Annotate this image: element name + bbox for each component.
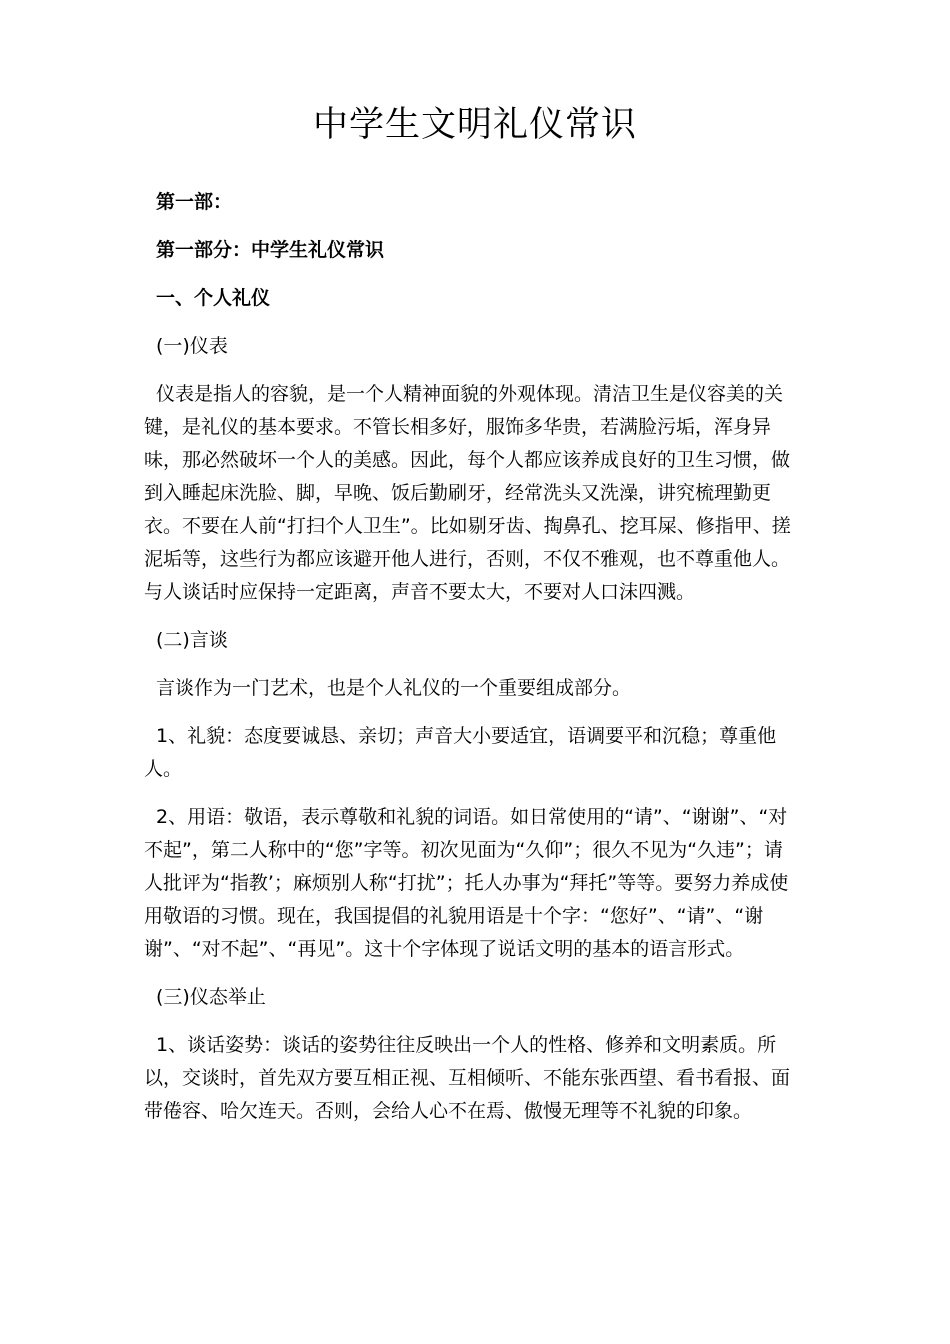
paragraph-polite-terms: 2、用语：敬语，表示尊敬和礼貌的词语。如日常使用的“请”、“谢谢”、“对不起”，第二人称中的“您”字等。初次见面为“久仰”；很久不见为“久违”；请人批评为“指教’；麻烦别人称“打扰”；托人办事为“拜托”等等。要努力养成使用敬语的习惯。现在，我国提倡的礼貌用语是十个字：“您好”、“请”、“谢谢”、“对不起”、“再见”。这十个字体现了说话文明的基本的语言形式。 <box>144 806 789 960</box>
heading-personal-etiquette: 一、个人礼仪 <box>156 287 271 309</box>
heading-part-one: 第一部分：中学生礼仪常识 <box>156 239 385 261</box>
document-title: 中学生文明礼仪常识 <box>312 105 637 145</box>
heading-part-one-short: 第一部： <box>156 191 233 213</box>
paragraph-appearance: 仪表是指人的容貌，是一个人精神面貌的外观体现。清洁卫生是仪容美的关键，是礼仪的基本要求。不管长相多好，服饰多华贵，若满脸污垢，浑身异味，那必然破坏一个人的美感。因此，每个人都应该养成良好的卫生习惯，做到入睡起床洗脸、脚，早晚、饭后勤刷牙，经常洗头又洗澡，讲究梳理勤更衣。不要在人前“打扫个人卫生”。比如剔牙齿、掏鼻孔、挖耳屎、修指甲、搓泥垢等，这些行为都应该避开他人进行，否则，不仅不雅观，也不尊重他人。与人谈话时应保持一定距离，声音不要太大，不要对人口沫四溅。 <box>144 383 791 603</box>
subheading-manners: (三)仪态举止 <box>156 986 266 1008</box>
document-body <box>144 186 800 1128</box>
paragraph-speech-intro: 言谈作为一门艺术，也是个人礼仪的一个重要组成部分。 <box>156 677 632 699</box>
subheading-appearance: (一)仪表 <box>156 335 228 357</box>
paragraph-politeness: 1、礼貌：态度要诚恳、亲切；声音大小要适宜，语调要平和沉稳；尊重他人。 <box>144 725 777 780</box>
paragraph-conversation-posture: 1、谈话姿势：谈话的姿势往往反映出一个人的性格、修养和文明素质。所以，交谈时，首先双方要互相正视、互相倾听、不能东张西望、看书看报、面带倦容、哈欠连天。否则，会给人心不在焉、傲慢无理等不礼貌的印象。 <box>144 1034 791 1122</box>
subheading-speech: (二)言谈 <box>156 629 228 651</box>
